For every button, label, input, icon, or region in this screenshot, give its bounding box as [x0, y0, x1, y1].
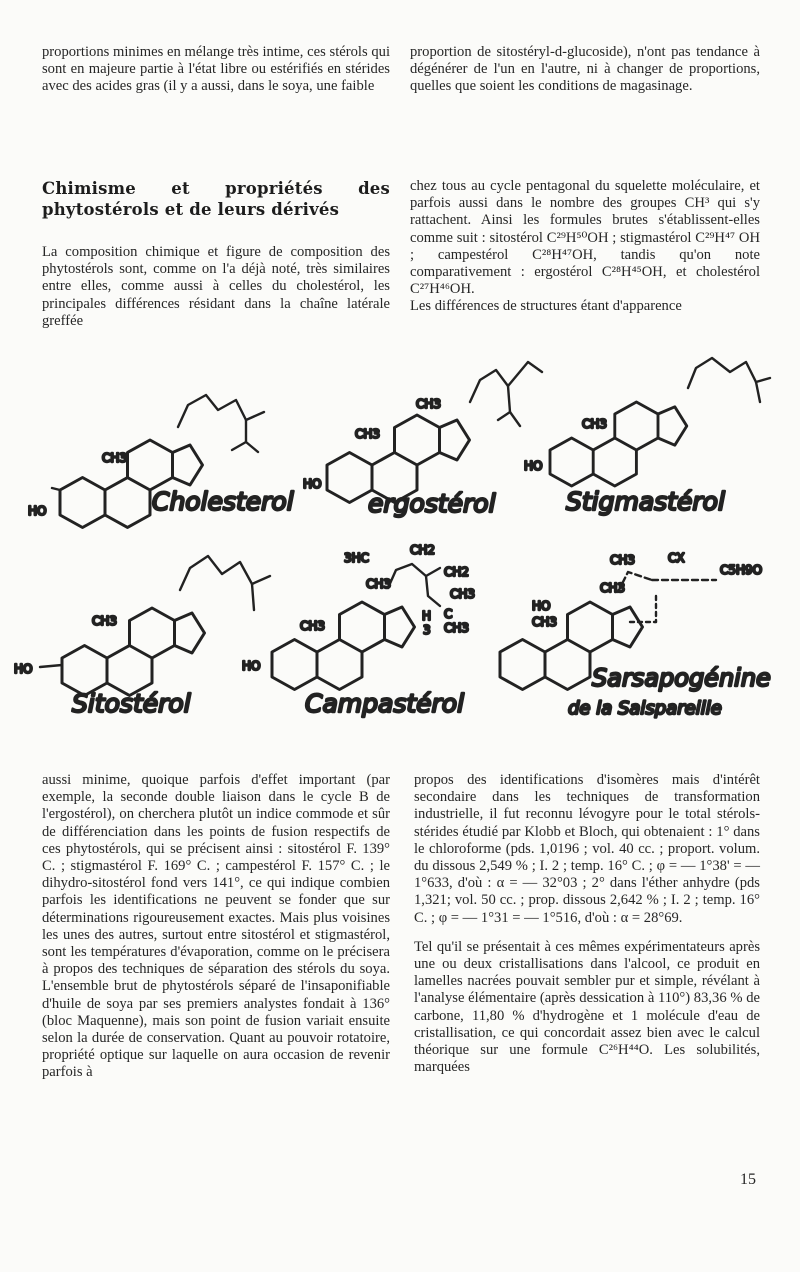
- intro-left-column: [42, 44, 390, 108]
- salsepareille-name: de la Salspareille: [568, 698, 722, 719]
- methyl-label: CH3: [610, 553, 636, 567]
- bottom-left-column: [42, 772, 390, 1094]
- ho-label: HO: [14, 662, 33, 676]
- carbon-label: C: [444, 607, 453, 621]
- methyl-label: 3HC: [344, 551, 370, 565]
- section-right-column: [410, 178, 760, 316]
- methyl-label: CH3: [416, 397, 442, 411]
- paragraph: chez tous au cycle pentagonal du squelette moléculaire, et parfois aussi dans le nombre des groupes CH³ qui s'y rattachent. Ainsi les formules brutes s'établissent-elles comme suit : sitostérol C²⁹H⁵⁰OH ; stigmastérol C²⁹H⁴⁷ OH ; campestérol C²⁸H⁴⁷OH, tandis qu'on note comparativement : ergostérol C²⁸H⁴⁵OH, et cholestérol C²⁷H⁴⁶OH.: [410, 178, 760, 298]
- intro-right-column: [410, 44, 760, 108]
- cholesterol-name: Cholesterol: [152, 487, 294, 516]
- ergosterol-name: ergostérol: [368, 489, 496, 518]
- paragraph: proportion de sitostéryl-d-glucoside), n'ont pas tendance à dégénérer de l'un en l'autre, ni à changer de proportions, quelles que soient les conditions de magasinage.: [410, 44, 760, 95]
- methyl-label: CH3: [300, 619, 326, 633]
- methyl-label: CH3: [102, 451, 128, 465]
- bottom-right-column: [414, 772, 760, 1088]
- hydrogen-label: H: [422, 609, 432, 623]
- methyl-label: CH3: [532, 615, 558, 629]
- methyl-label: CH3: [450, 587, 476, 601]
- methyl-label: CH3: [582, 417, 608, 431]
- paragraph: aussi minime, quoique parfois d'effet important (par exemple, la seconde double liaison dans le cycle B de l'ergostérol), on cherchera plutôt un indice commode et sûr de différenciation dans les points de fusion respectifs de ces phytostérols, qui se précisent ainsi : sitostérol F. 139° C. ; stigmastérol F. 169° C. ; campestérol F. 157° C. ; le dihydro-sitostérol fond vers 141°, ce qui indique combien parfois les identifications ne peuvent se fonder que sur déterminations rigoureusement exactes. Mais plus voisines les unes des autres, surtout entre sitostérol et stigmastérol, sont les températures d'évaporation, comme on le précisera à propos des techniques de séparation des stérols du soya. L'ensemble brut de phytostérols séparé de l'insaponifiable d'huile de soya par ses premiers analystes fondait à 136° (bloc Maquenne), mais son point de fusion variait ensuite selon la durée de conservation. Quant au pouvoir rotatoire, propriété optique sur laquelle on aura occasion de revenir parfois à: [42, 772, 390, 1081]
- page-number: 15: [740, 1171, 756, 1188]
- campasterol-name: Campastérol: [305, 689, 465, 718]
- section-heading: Chimisme et propriétés des phytostérols et de leurs dérivés: [42, 179, 390, 219]
- sterol-structures-figure: [0, 340, 800, 760]
- methylene-label: CH2: [444, 565, 470, 579]
- ho-label: HO: [524, 459, 543, 473]
- methyl-label: CH3: [92, 614, 118, 628]
- methyl-label: CH3: [355, 427, 381, 441]
- paragraph: propos des identifications d'isomères mais d'intérêt secondaire dans les techniques de transformation industrielle, il fut reconnu lévogyre pour le total stérols-stérides étudié par Klobb et Bloch, qui obtenaient : 1° dans le chloroforme (pds. 1,0196 ; vol. 40 cc. ; proport. volum. du dissous 2,549 % ; I. 2 ; temp. 16° C. ; φ = — 1°38' = — 1°633, d'où : α = — 32°03 ; 2° dans l'éther anhydre (pds 1,321; vol. 50 cc. ; prop. dissous 2,642 % ; I. 2 ; temp. 16° C. ; φ = — 1°31 = — 1°516, d'où : α = 28°69.: [414, 772, 760, 926]
- ho-label: HO: [28, 504, 47, 518]
- campasterol-structure: [272, 564, 440, 690]
- methylene-label: CH2: [410, 543, 436, 557]
- ho-label: HO: [532, 599, 551, 613]
- sarsapogenine-name: Sarsapogénine: [592, 664, 771, 692]
- methyl-label: CH3: [444, 621, 470, 635]
- paragraph: proportions minimes en mélange très intime, ces stérols qui sont en majeure partie à l'état libre ou estérifiés en stérides avec des acides gras (il y a aussi, dans le soya, une faible: [42, 44, 390, 95]
- section-left-column: [42, 178, 390, 342]
- paragraph: Les différences de structures étant d'apparence: [410, 298, 682, 315]
- methyl-label: CH3: [600, 581, 626, 595]
- subscript-label: 3: [423, 623, 431, 637]
- paragraph: Tel qu'il se présentait à ces mêmes expérimentateurs après une ou deux cristallisations dans l'alcool, ce produit en lamelles nacrées pouvait sembler pur et simple, révélant à l'analyse élémentaire (après dessication à 110°) 83,36 % de carbone, 11,80 % d'hydrogène et 1 molécule d'eau de cristallisation, ce qui concordait assez bien avec le calcul théorique sur une formule C²⁶H⁴⁴O. Les solubilités, marquées: [414, 938, 760, 1076]
- ho-label: HO: [303, 477, 322, 491]
- paragraph: La composition chimique et figure de composition des phytostérols sont, comme on l'a déjà noté, très similaires entre elles, comme aussi à celles du cholestérol, les principales différences résidant dans la chaîne latérale greffée: [42, 244, 390, 329]
- cx-label: CX: [668, 551, 685, 565]
- methyl-label: CH3: [366, 577, 392, 591]
- side-chain-label: C5H9O: [720, 563, 763, 577]
- ho-label: HO: [242, 659, 261, 673]
- stigmasterol-name: Stigmastérol: [566, 487, 725, 516]
- sitosterol-structure: [40, 556, 270, 696]
- sitosterol-name: Sitostérol: [72, 689, 191, 718]
